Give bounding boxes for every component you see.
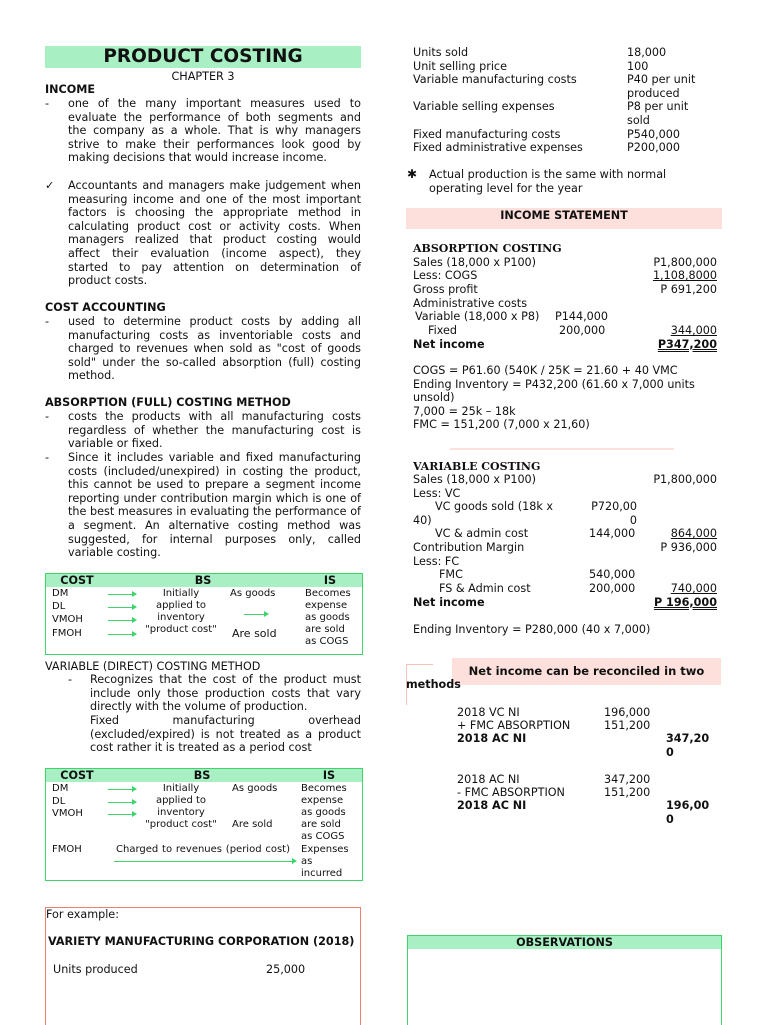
col-is: IS xyxy=(323,574,337,587)
arrow-right-icon xyxy=(108,607,134,608)
variable-admin-value: P144,000 xyxy=(555,310,609,323)
asterisk-icon: ✱ xyxy=(407,167,418,181)
recon-label: 2018 AC NI xyxy=(457,732,527,745)
variable-admin-label: Variable (18,000 x P8) xyxy=(415,310,540,323)
fmc-value: 540,000 xyxy=(589,568,636,581)
bullet-dash: - xyxy=(45,97,50,110)
absorption-statement xyxy=(413,242,717,354)
fact-value: P540,000 xyxy=(627,128,681,141)
cost-dm: DM xyxy=(52,783,69,794)
col-bs: BS xyxy=(193,769,211,782)
fs-admin-value: 200,000 xyxy=(589,582,636,595)
recon-label: 2018 AC NI xyxy=(457,799,527,812)
is-description: Becomes expense as goods are sold as COGS xyxy=(305,588,351,647)
arrow-right-icon xyxy=(108,620,134,621)
variable-paragraph: Recognizes that the cost of the product must include only those production costs that vary directly with the volume of production. xyxy=(90,673,361,714)
fact-label: Fixed manufacturing costs xyxy=(413,128,561,141)
computation-line: FMC = 151,200 (7,000 x 21,60) xyxy=(413,418,590,432)
bullet-dash: - xyxy=(68,673,73,686)
fmc-label: FMC xyxy=(439,568,463,581)
vc-goods-sold-value: P720,000 xyxy=(591,500,637,527)
cost-vmoh: VMOH xyxy=(52,614,83,625)
variable-heading: VARIABLE (DIRECT) COSTING METHOD xyxy=(45,660,261,673)
fact-value: 18,000 xyxy=(627,46,667,59)
computation-line: Ending Inventory = P432,200 (61.60 x 7,000 units unsold) xyxy=(413,377,695,405)
reconcile-banner: Net income can be reconciled in two xyxy=(452,658,721,685)
admin-total: 344,000 xyxy=(670,324,717,337)
recon-value: 196,000 xyxy=(604,706,651,719)
fact-value: P200,000 xyxy=(627,141,681,154)
recon-value: 347,200 xyxy=(604,773,651,786)
absorption-heading: ABSORPTION (FULL) COSTING METHOD xyxy=(45,396,291,409)
chapter-label: CHAPTER 3 xyxy=(171,70,235,83)
admin-costs-label: Administrative costs xyxy=(413,297,528,310)
are-sold: Are sold xyxy=(232,627,277,640)
gross-profit-value: P 691,200 xyxy=(660,283,717,296)
example-intro: For example: xyxy=(46,908,119,921)
vc-goods-sold-label: VC goods sold (18k x 40) xyxy=(413,500,553,527)
variable-statement-heading: VARIABLE COSTING xyxy=(413,460,541,473)
variable-paragraph-2: Fixed manufacturing overhead (excluded/expired) is not treated as a product cost rather it is treated as a period cost xyxy=(90,714,361,755)
are-sold: Are sold xyxy=(232,819,273,830)
recon-total: 347,200 xyxy=(666,732,710,759)
note-text: Actual production is the same with normal operating level for the year xyxy=(429,168,667,195)
bs-description: Initially applied to inventory "product cost" xyxy=(145,783,217,830)
recon-value: 151,200 xyxy=(604,786,651,799)
col-cost: COST xyxy=(60,574,94,587)
recon-label: 2018 AC NI xyxy=(457,773,520,786)
variable-flow-table xyxy=(45,768,363,881)
contribution-margin-value: P 936,000 xyxy=(660,541,717,554)
fact-value: P40 per unit produced xyxy=(627,73,696,100)
fact-value: 100 xyxy=(627,60,649,73)
sales-value: P1,800,000 xyxy=(653,473,717,486)
sales-value: P1,800,000 xyxy=(653,256,717,269)
cost-dl: DL xyxy=(52,601,66,612)
net-income-label: Net income xyxy=(413,596,485,609)
absorption-statement-heading: ABSORPTION COSTING xyxy=(413,242,562,255)
fact-value: P8 per unit sold xyxy=(627,100,689,127)
cogs-label: Less: COGS xyxy=(413,269,478,282)
income-paragraph: one of the many important measures used to evaluate the performance of both segments and the company as a whole. That is why managers strive to make their performances look good by making decisions that would increase income. xyxy=(68,97,361,165)
cost-accounting-paragraph: used to determine product costs by adding all manufacturing costs as inventoriable costs and charged to revenues when sold as "cost of goods sold" under the so-called absorption (full) costing method. xyxy=(68,315,361,383)
is-description: Becomes expense as goods are sold as COGS xyxy=(301,783,347,842)
fc-total: 740,000 xyxy=(670,582,717,595)
recon-total: 196,000 xyxy=(666,799,710,826)
net-income-label: Net income xyxy=(413,338,485,351)
cost-dm: DM xyxy=(52,588,69,599)
arrow-right-icon xyxy=(108,594,134,595)
net-income-value: P 196,000 xyxy=(653,596,717,609)
bullet-dash: - xyxy=(45,315,50,328)
arrow-right-icon xyxy=(244,614,266,615)
bs-description: Initially applied to inventory "product cost" xyxy=(145,588,217,635)
vc-admin-value: 144,000 xyxy=(589,527,636,540)
col-is: IS xyxy=(322,769,336,782)
variable-statement xyxy=(413,460,717,610)
as-goods: As goods xyxy=(232,783,278,794)
arrow-right-icon xyxy=(108,802,134,803)
income-heading: INCOME xyxy=(45,83,96,96)
ending-inventory: Ending Inventory = P280,000 (40 x 7,000) xyxy=(413,623,651,636)
fact-label: Units sold xyxy=(413,46,469,59)
computations xyxy=(413,364,717,432)
cost-fmoh: FMOH xyxy=(52,628,82,639)
col-bs: BS xyxy=(194,574,212,587)
fmoh-description: Charged to revenues (period cost) xyxy=(116,844,290,855)
as-goods: As goods xyxy=(230,588,276,599)
page-title: PRODUCT COSTING xyxy=(45,46,361,68)
less-fc-label: Less: FC xyxy=(413,555,460,568)
sales-label: Sales (18,000 x P100) xyxy=(413,256,537,269)
units-produced-label: Units produced xyxy=(53,963,138,976)
observations-box xyxy=(407,935,722,1025)
bullet-dash: - xyxy=(45,451,50,464)
check-icon: ✓ xyxy=(45,179,55,192)
fact-label: Unit selling price xyxy=(413,60,507,73)
cost-dl: DL xyxy=(52,796,66,807)
units-produced-value: 25,000 xyxy=(266,963,306,976)
recon-value: 151,200 xyxy=(604,719,651,732)
cost-fmoh: FMOH xyxy=(52,844,82,855)
gross-profit-label: Gross profit xyxy=(413,283,478,296)
reconcile-methods: methods xyxy=(406,678,461,691)
computation-line: COGS = P61.60 (540K / 25K = 21.60 + 40 VMC xyxy=(413,364,678,377)
recon-label: 2018 VC NI xyxy=(457,706,520,719)
fixed-admin-value: 200,000 xyxy=(559,324,606,337)
bullet-dash: - xyxy=(45,410,50,423)
fact-label: Fixed administrative expenses xyxy=(413,141,583,154)
cogs-value: 1,108,8000 xyxy=(652,269,717,282)
vc-admin-label: VC & admin cost xyxy=(435,527,529,540)
arrow-right-icon xyxy=(108,634,134,635)
recon-label: - FMC ABSORPTION xyxy=(457,786,565,799)
absorption-flow-table xyxy=(45,573,363,655)
company-name: VARIETY MANUFACTURING CORPORATION (2018) xyxy=(48,935,355,948)
arrow-right-icon xyxy=(108,814,134,815)
fmoh-is: Expenses as incurred xyxy=(301,844,349,879)
less-vc-label: Less: VC xyxy=(413,487,461,500)
income-paragraph-2: Accountants and managers make judgement when measuring income and one of the most important factors is choosing the appropriate method in calculating product cost or activity costs. When managers realized that product costing would affect their evaluation (income aspect), they started to pay attention on determination of product costs. xyxy=(68,179,361,288)
contribution-margin-label: Contribution Margin xyxy=(413,541,525,554)
fact-label: Variable manufacturing costs xyxy=(413,73,577,86)
computation-line: 7,000 = 25k – 18k xyxy=(413,404,516,418)
cost-accounting-heading: COST ACCOUNTING xyxy=(45,301,166,314)
fact-label: Variable selling expenses xyxy=(413,100,555,113)
col-cost: COST xyxy=(60,769,94,782)
arrow-right-icon xyxy=(114,861,294,862)
cost-vmoh: VMOH xyxy=(52,808,83,819)
divider xyxy=(450,448,674,450)
example-box xyxy=(45,907,361,1025)
absorption-paragraph: costs the products with all manufacturing costs regardless of whether the manufacturing cost is variable or fixed. xyxy=(68,410,361,451)
fixed-admin-label: Fixed xyxy=(428,324,457,337)
arrow-right-icon xyxy=(108,789,134,790)
net-income-value: P347,200 xyxy=(657,338,717,351)
fs-admin-label: FS & Admin cost xyxy=(439,582,531,595)
observations-heading: OBSERVATIONS xyxy=(408,936,721,949)
recon-label: + FMC ABSORPTION xyxy=(457,719,571,732)
vc-total: 864,000 xyxy=(670,527,717,540)
income-statement-banner: INCOME STATEMENT xyxy=(406,208,722,229)
absorption-paragraph-2: Since it includes variable and fixed manufacturing costs (included/unexpired) in costing the product, this cannot be used to prepare a segment income reporting under contribution margin which is one of the best measures in evaluating the performance of a segment. An alternative costing method was suggested, for internal purposes only, called variable costing. xyxy=(68,451,361,560)
sales-label: Sales (18,000 x P100) xyxy=(413,473,537,486)
